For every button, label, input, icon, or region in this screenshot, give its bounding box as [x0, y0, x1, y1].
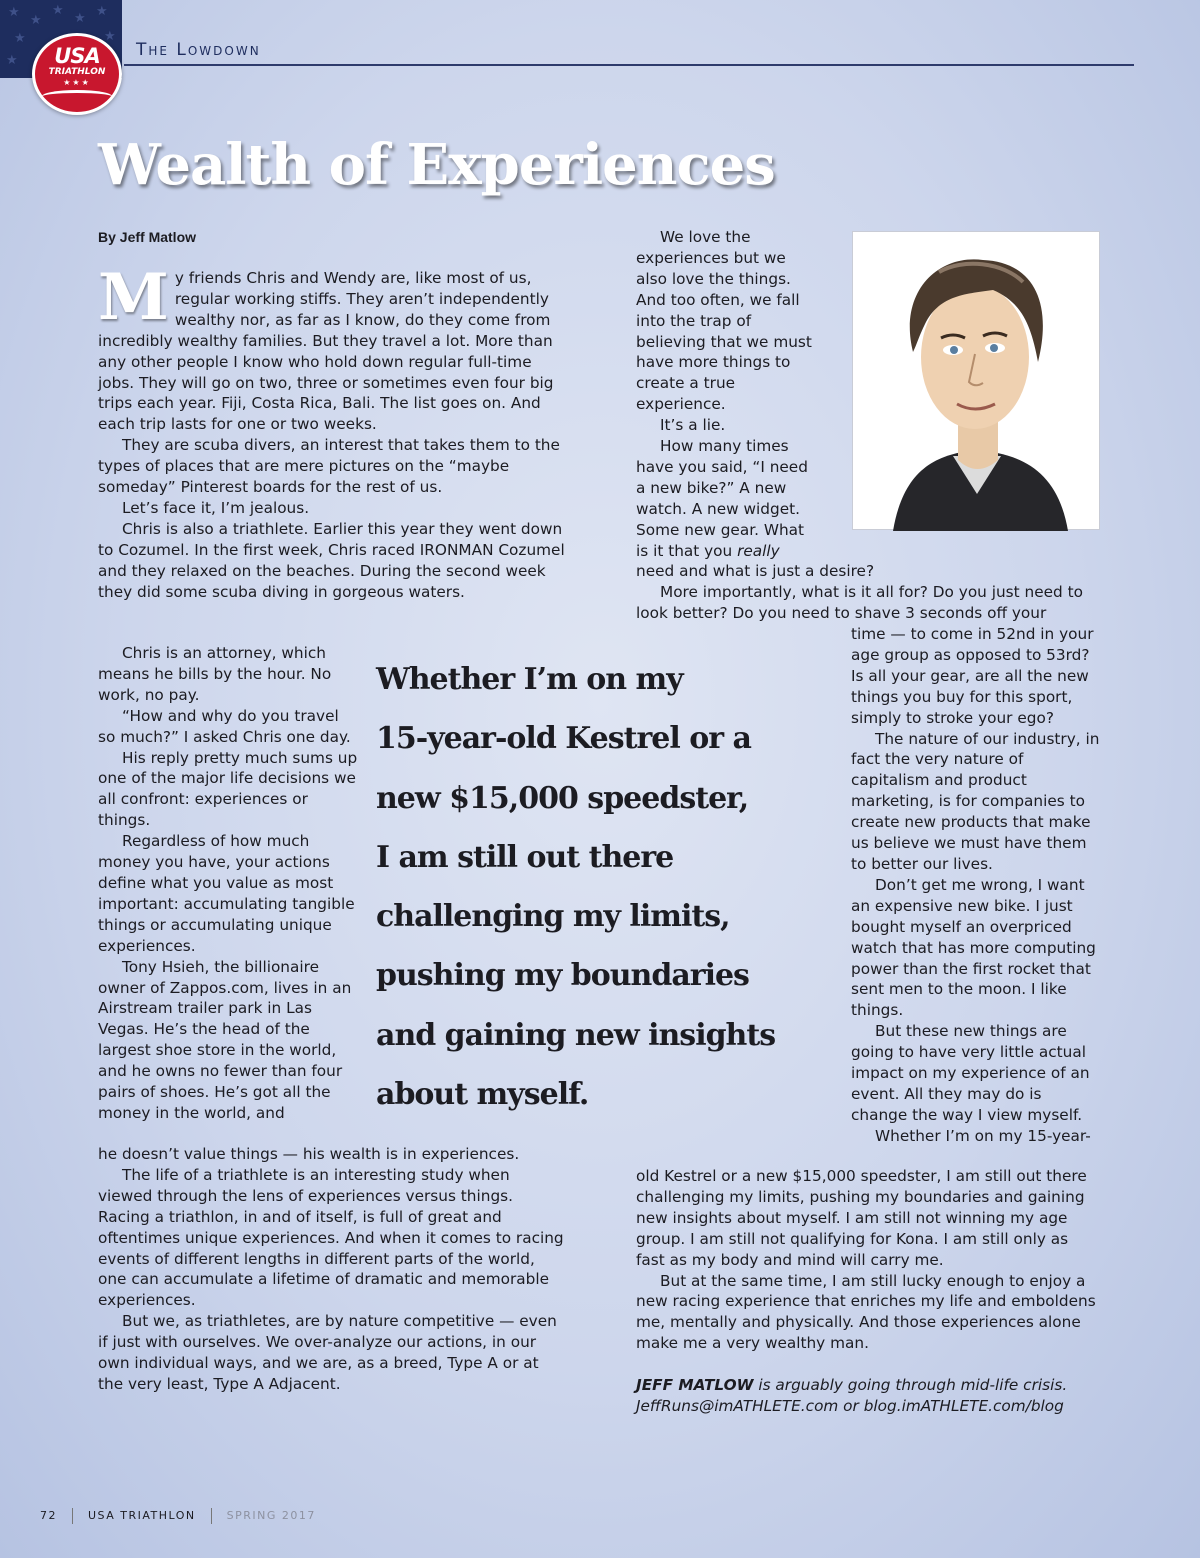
- bio-text: is arguably going through mid-life crisis.: [753, 1376, 1068, 1394]
- paragraph: old Kestrel or a new $15,000 speedster, I am still out there challenging my limits, pushing my boundaries and gaining new insights about myself. I am still not winning my age group. I am still not qualifying for Kona. I am still only as fast as my body and mind will carry me.: [636, 1167, 1087, 1269]
- page-number: 72: [40, 1509, 57, 1522]
- paragraph: he doesn’t value things — his wealth is in experiences.: [98, 1145, 520, 1163]
- logo-swoosh-icon: [41, 90, 113, 104]
- paragraph: time — to come in 52nd in your age group as opposed to 53rd? Is all your gear, are all the new things you buy for this sport, simply to stroke your ego?: [851, 625, 1094, 727]
- drop-cap: M: [98, 260, 169, 335]
- paragraph: The life of a triathlete is an interesting study when viewed through the lens of experiences versus things. Racing a triathlon, in and of itself, is full of great and oftentimes unique experiences. And when it comes to racing events of different lengths in different parts of the world, one can accumulate a lifetime of dramatic and memorable experiences.: [98, 1165, 564, 1310]
- paragraph: My friends Chris and Wendy are, like most of us, regular working stiffs. They aren’t independently wealthy nor, as far as I know, do they come from incredibly wealthy families. But they travel a lot. More than any other people I know who hold down regular full-time jobs. They will go on two, three or sometimes even four big trips each year. Fiji, Costa Rica, Bali. The list goes on. And each trip lasts for one or two weeks.: [98, 260, 554, 434]
- paragraph: But at the same time, I am still lucky enough to enjoy a new racing experience that enriches my life and emboldens me, mentally and physically. And those experiences alone make me a very wealthy man.: [636, 1271, 1096, 1353]
- paragraph: His reply pretty much sums up one of the major life decisions we all confront: experiences or things.: [98, 748, 358, 830]
- pull-quote: [376, 650, 821, 1124]
- bio-line: [636, 1375, 1100, 1396]
- paragraph: Regardless of how much money you have, your actions define what you value as most important: accumulating tangible things or accumulating unique experiences.: [98, 832, 355, 955]
- author-portrait-illustration: [853, 232, 1101, 531]
- paragraph: Chris is also a triathlete. Earlier this year they went down to Cozumel. In the first week, Chris raced IRONMAN Cozumel and they relaxed on the beaches. During the second week they did some scuba diving in gorgeous waters.: [98, 519, 565, 601]
- paragraph: We love the experiences but we also love the things. And too often, we fall into the trap of believing that we must have more things to create a true experience.: [636, 228, 812, 414]
- paragraph: They are scuba divers, an interest that takes them to the types of places that are mere pictures on the “maybe someday” Pinterest boards for the rest of us.: [98, 436, 560, 497]
- emphasis: really: [737, 541, 780, 560]
- footer-divider: [211, 1508, 212, 1524]
- paragraph: Chris is an attorney, which means he bills by the hour. No work, no pay.: [98, 644, 332, 704]
- pull-quote-line: Whether I’m on my: [376, 662, 683, 697]
- bio-name: JEFF MATLOW: [636, 1376, 754, 1394]
- article-column-3: [851, 624, 1100, 1147]
- paragraph: “How and why do you travel so much?” I asked Chris one day.: [98, 706, 351, 746]
- logo-stars-icon: ★★★: [63, 78, 91, 87]
- paragraph: Let’s face it, I’m jealous.: [122, 498, 310, 517]
- page-footer: [40, 1508, 316, 1524]
- logo-text: USA: [54, 44, 100, 68]
- pull-quote-line: pushing my boundaries: [376, 958, 749, 994]
- issue-label: SPRING 2017: [226, 1509, 316, 1522]
- logo-subtext: TRIATHLON: [48, 67, 106, 77]
- paragraph: The nature of our industry, in fact the very nature of capitalism and product marketing, is for companies to create new products that make us believe we must have them to better our lives.: [851, 729, 1100, 873]
- pull-quote-line: 15-year-old Kestrel or a: [376, 721, 751, 757]
- paragraph: Tony Hsieh, the billionaire owner of Zappos.com, lives in an Airstream trailer park in Las Vegas. He’s the head of the largest shoe store in the world, and he owns no fewer than four pairs of shoes. He’s got all the money in the world, and: [98, 957, 352, 1122]
- paragraph: How many times have you said, “I need a new bike?” A new watch. A new widget. Some new gear. What is it that you really: [636, 437, 808, 560]
- article-column-4: [636, 1166, 1100, 1354]
- pull-quote-line: challenging my limits,: [376, 899, 730, 935]
- article-column-1-narrow: [98, 643, 358, 1124]
- byline: By Jeff Matlow: [98, 229, 197, 245]
- usa-triathlon-logo: [32, 33, 122, 115]
- author-portrait: [852, 231, 1100, 530]
- publication-name: USA TRIATHLON: [88, 1509, 196, 1522]
- pull-quote-line: and gaining new insights: [376, 1017, 776, 1053]
- flag-corner: ★ ★ ★ ★ ★ ★ ★ ★: [0, 0, 122, 78]
- footer-divider: [72, 1508, 73, 1524]
- paragraph: It’s a lie.: [660, 416, 726, 435]
- paragraph: Don’t get me wrong, I want an expensive new bike. I just bought myself an overpriced watch that has more computing power than the first rocket that sent men to the moon. I like things.: [851, 875, 1096, 1020]
- paragraph: Whether I’m on my 15-year-: [875, 1126, 1091, 1145]
- article-column-1-bottom: [98, 1144, 566, 1395]
- pull-quote-line: I am still out there: [376, 839, 674, 875]
- paragraph: But we, as triathletes, are by nature competitive — even if just with ourselves. We over-analyze our actions, in our own individual ways, and we are, as a breed, Type A or at the very least, Type A Adjacent.: [98, 1312, 557, 1393]
- section-label: The Lowdown: [136, 40, 261, 60]
- article-column-1: [98, 260, 566, 603]
- paragraph: need and what is just a desire?: [636, 562, 875, 580]
- bio-contact: JeffRuns@imATHLETE.com or blog.imATHLETE.com/blog: [636, 1397, 1064, 1415]
- section-rule: [124, 64, 1134, 66]
- pull-quote-line: about myself.: [376, 1077, 589, 1113]
- author-bio: [636, 1375, 1100, 1417]
- paragraph: More importantly, what is it all for? Do you just need to look better? Do you need to shave 3 seconds off your: [636, 582, 1083, 622]
- article-title: Wealth of Experiences: [98, 132, 775, 198]
- article-column-2-top: [636, 227, 821, 562]
- article-column-2-wide: [636, 561, 1100, 624]
- pull-quote-line: new $15,000 speedster,: [376, 780, 749, 816]
- paragraph: But these new things are going to have very little actual impact on my experience of an event. All they may do is change the way I view myself.: [851, 1022, 1090, 1124]
